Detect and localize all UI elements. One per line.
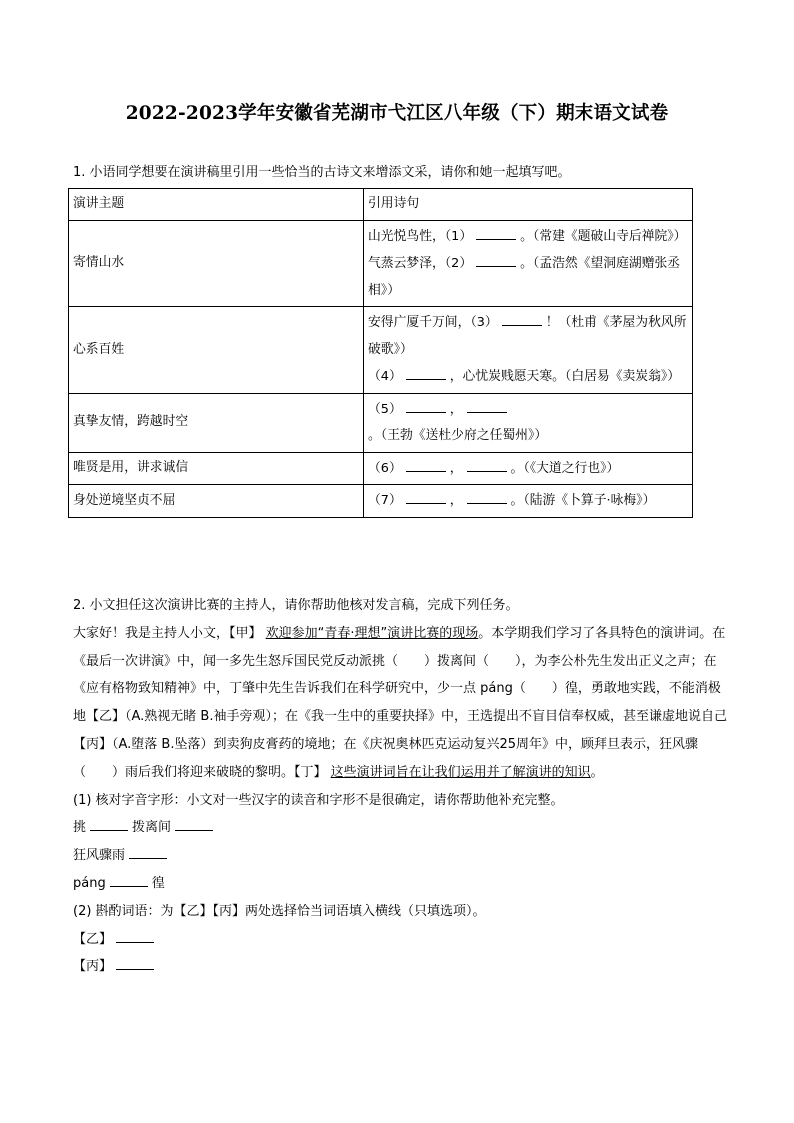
answer-label: 挑 (73, 820, 87, 836)
poem-text: 。（王勃《送杜少府之任蜀州》） (368, 428, 548, 443)
underlined-sentence-ding: 这些演讲词旨在让我们运用并了解演讲的知识 (330, 764, 591, 780)
answer-label: 【丙】 (73, 959, 113, 975)
sub-question-1: (1) 核对字音字形：小文对一些汉字的读音和字形不是很确定，请你帮助他补充完整。 (73, 792, 564, 808)
answer-blank[interactable] (175, 816, 213, 831)
theme-cell: 身处逆境坚贞不屈 (69, 485, 364, 518)
poem-text: 气蒸云梦泽，（2） (368, 256, 473, 271)
poem-cell (364, 485, 693, 518)
theme-cell: 寄情山水 (69, 220, 364, 307)
answer-label: 【乙】 (73, 931, 113, 947)
poem-text: ，心忧炭贱愿天寒。（白居易《卖炭翁》） (449, 369, 681, 384)
question-2 (73, 592, 733, 981)
poem-text: ， (449, 460, 463, 476)
poem-cell (364, 220, 693, 307)
speech-text: 大家好！我是主持人小文，【甲】 (73, 625, 262, 641)
poem-cell (364, 452, 693, 485)
answer-line (73, 842, 733, 870)
table-header-row (69, 189, 693, 221)
answer-blank[interactable] (476, 223, 516, 240)
theme-cell: 唯贤是用，讲求诚信 (69, 452, 364, 485)
poem-table (68, 188, 693, 518)
poem-text: 山光悦鸟性，（1） (368, 228, 473, 244)
poem-text: （7） (368, 493, 402, 508)
answer-blank[interactable] (467, 396, 507, 413)
table-row (69, 220, 693, 307)
answer-blank[interactable] (116, 928, 154, 943)
answer-label: 拨离间 (132, 820, 172, 836)
table-row (69, 307, 693, 394)
answer-blank[interactable] (467, 455, 507, 472)
poem-text: ！（杜甫《茅屋为秋风所破歌》） (368, 315, 687, 357)
theme-cell: 心系百姓 (69, 307, 364, 394)
answer-label: 狂风骤雨 (73, 848, 126, 864)
table-row (69, 393, 693, 452)
question-1-stem: 1. 小语同学想要在演讲稿里引用一些恰当的古诗文来增添文采，请你和她一起填写吧。 (73, 165, 571, 180)
theme-cell: 真挚友情，跨越时空 (69, 393, 364, 452)
answer-blank[interactable] (467, 487, 507, 504)
poem-text: （4） (368, 369, 402, 384)
answer-blank[interactable] (116, 955, 154, 970)
header-poem: 引用诗句 (364, 189, 693, 221)
poem-cell (364, 393, 693, 452)
poem-text: （5） (368, 401, 402, 417)
answer-blank[interactable] (406, 455, 446, 472)
table-row (69, 485, 693, 518)
poem-text: 安得广厦千万间，（3） (368, 315, 498, 330)
answer-blank[interactable] (406, 396, 446, 413)
answer-line (73, 870, 733, 898)
answer-blank[interactable] (110, 872, 148, 887)
answer-blank[interactable] (502, 309, 542, 326)
poem-text: 。（常建《题破山寺后禅院》） (520, 228, 687, 244)
poem-text: 。（孟浩然《望洞庭湖赠张丞相》） (368, 256, 681, 298)
answer-line (73, 953, 733, 981)
page-title: 2022-2023学年安徽省芜湖市弋江区八年级（下）期末语文试卷 (125, 103, 669, 124)
underlined-sentence-jia: 欢迎参加“青春·理想”演讲比赛的现场 (265, 625, 479, 641)
poem-text: 。（《大道之行也》） (510, 460, 620, 476)
poem-text: 。（陆游《卜算子·咏梅》） (510, 493, 656, 508)
poem-text: ， (449, 401, 463, 417)
header-theme: 演讲主题 (69, 189, 364, 221)
answer-line (73, 926, 733, 954)
answer-label: 徨 (151, 875, 165, 891)
poem-text: （6） (368, 460, 402, 476)
speech-paragraph (73, 620, 733, 787)
speech-text: 。 (590, 764, 604, 780)
answer-blank[interactable] (406, 487, 446, 504)
answer-blank[interactable] (406, 363, 446, 380)
sub-question-2: (2) 斟酌词语：为【乙】【丙】两处选择恰当词语填入横线（只填选项）。 (73, 903, 486, 919)
answer-blank[interactable] (129, 844, 167, 859)
poem-text: ， (449, 493, 463, 508)
answer-line (73, 814, 733, 842)
answer-blank[interactable] (476, 250, 516, 267)
poem-cell (364, 307, 693, 394)
speech-text: 。本学期我们学习了各具特色的演讲词。在《最后一次讲演》中，闻一多先生怒斥国民党反动派挑（ ）拨离间（ ），为李公朴先生发出正义之声；在《应有格物致知精神》中，丁肇中先生告诉我们在科学研究中，少一点 páng（ ）徨，勇敢地实践，不能消极地【乙】（A.熟视无睹 B.袖手旁观）；在《我一生中的重要抉择》中，王选提出不盲目信奉权威，甚至谦虚地说自己【丙】（A.堕落 B.坠落）到卖狗皮膏药的境地；在《庆祝奥林匹克运动复兴25周年》中，顾拜旦表示，狂风骤（ ）雨后我们将迎来破晓的黎明。【丁】 (73, 625, 727, 780)
question-2-stem: 2. 小文担任这次演讲比赛的主持人，请你帮助他核对发言稿，完成下列任务。 (73, 598, 519, 613)
answer-label: páng (73, 875, 106, 891)
answer-blank[interactable] (90, 816, 128, 831)
table-row (69, 452, 693, 485)
